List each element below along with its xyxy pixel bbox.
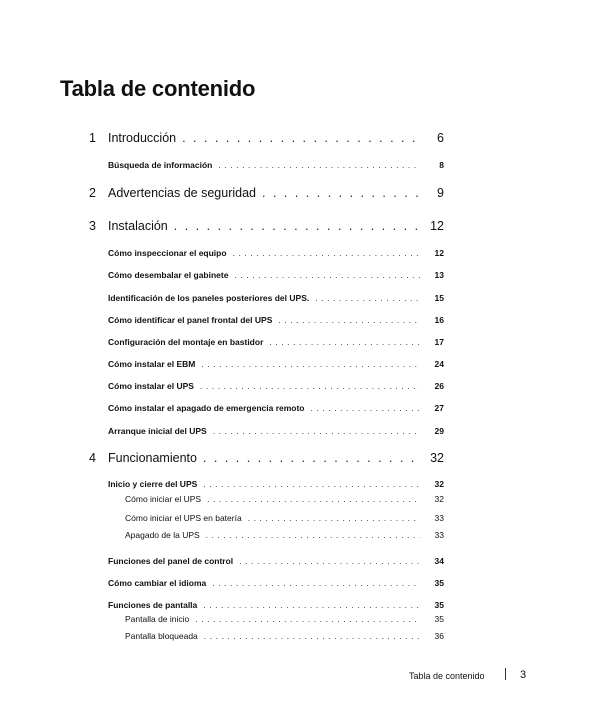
- page-number: 15: [434, 293, 444, 303]
- page-number: 6: [437, 131, 444, 145]
- page-number: 29: [434, 426, 444, 436]
- section-title: Cómo cambiar el idioma: [108, 578, 207, 588]
- dot-leader: [218, 160, 420, 170]
- dot-leader: [203, 600, 420, 610]
- section-title: Cómo inspeccionar el equipo: [108, 248, 227, 258]
- dot-leader: [204, 631, 420, 641]
- subsection-title: Cómo iniciar el UPS: [125, 494, 202, 504]
- section-title: Configuración del montaje en bastidor: [108, 337, 264, 347]
- toc-section[interactable]: [108, 426, 444, 436]
- page-number: 33: [434, 513, 444, 523]
- dot-leader: [203, 451, 418, 465]
- page-number: 27: [434, 403, 444, 413]
- dot-leader: [174, 219, 418, 233]
- toc-section[interactable]: [108, 556, 444, 566]
- dot-leader: [200, 381, 420, 391]
- toc-section[interactable]: [108, 403, 444, 413]
- page-number: 8: [439, 160, 444, 170]
- dot-leader: [207, 494, 420, 504]
- toc-subsection[interactable]: [125, 494, 444, 504]
- dot-leader: [278, 315, 420, 325]
- chapter-number: 1: [89, 131, 96, 145]
- subsection-title: Pantalla de inicio: [125, 614, 190, 624]
- section-title: Funciones de pantalla: [108, 600, 198, 610]
- page-number: 17: [434, 337, 444, 347]
- footer-section-label: Tabla de contenido: [409, 671, 485, 681]
- toc-subsection[interactable]: [125, 614, 444, 624]
- toc-subsection[interactable]: [125, 513, 444, 523]
- dot-leader: [206, 530, 420, 540]
- toc-section[interactable]: [108, 578, 444, 588]
- dot-leader: [203, 479, 420, 489]
- section-title: Funciones del panel de control: [108, 556, 234, 566]
- section-title: Búsqueda de información: [108, 160, 213, 170]
- chapter-number: 4: [89, 451, 96, 465]
- dot-leader: [311, 403, 420, 413]
- page-number: 35: [434, 614, 444, 624]
- toc-section[interactable]: [108, 381, 444, 391]
- page-number: 35: [434, 600, 444, 610]
- toc-section[interactable]: [108, 359, 444, 369]
- dot-leader: [239, 556, 420, 566]
- subsection-title: Apagado de la UPS: [125, 530, 200, 540]
- toc-subsection[interactable]: [125, 530, 444, 540]
- dot-leader: [234, 270, 420, 280]
- toc-subsection[interactable]: [125, 631, 444, 641]
- subsection-title: Pantalla bloqueada: [125, 631, 198, 641]
- toc-chapter[interactable]: [89, 131, 444, 145]
- toc-chapter[interactable]: [89, 451, 444, 465]
- dot-leader: [315, 293, 420, 303]
- section-title: Identificación de los paneles posteriores del UPS.: [108, 293, 310, 303]
- toc-section[interactable]: [108, 293, 444, 303]
- section-title: Inicio y cierre del UPS: [108, 479, 198, 489]
- page-number: 26: [434, 381, 444, 391]
- toc-chapter[interactable]: [89, 219, 444, 233]
- dot-leader: [233, 248, 420, 258]
- page-number: 12: [434, 248, 444, 258]
- toc-section[interactable]: [108, 248, 444, 258]
- dot-leader: [248, 513, 420, 523]
- section-title: Cómo identificar el panel frontal del UPS: [108, 315, 273, 325]
- page-number: 36: [434, 631, 444, 641]
- chapter-title: Introducción: [108, 131, 177, 145]
- page-number: 32: [430, 451, 444, 465]
- chapter-title: Funcionamiento: [108, 451, 197, 465]
- dot-leader: [213, 426, 420, 436]
- toc-section[interactable]: [108, 160, 444, 170]
- dot-leader: [195, 614, 420, 624]
- section-title: Arranque inicial del UPS: [108, 426, 207, 436]
- footer-page-number: 3: [520, 669, 527, 681]
- dot-leader: [201, 359, 420, 369]
- page-title: Tabla de contenido: [60, 76, 256, 101]
- page-number: 13: [434, 270, 444, 280]
- page-number: 12: [430, 219, 444, 233]
- toc-section[interactable]: [108, 315, 444, 325]
- page-number: 32: [434, 479, 444, 489]
- dot-leader: [262, 186, 418, 200]
- chapter-number: 2: [89, 186, 96, 200]
- toc-chapter[interactable]: [89, 186, 444, 200]
- dot-leader: [212, 578, 420, 588]
- section-title: Cómo instalar el UPS: [108, 381, 194, 391]
- toc-section[interactable]: [108, 270, 444, 280]
- toc-section[interactable]: [108, 479, 444, 489]
- section-title: Cómo instalar el EBM: [108, 359, 196, 369]
- page-number: 32: [434, 494, 444, 504]
- footer-divider: [505, 668, 506, 680]
- page-number: 35: [434, 578, 444, 588]
- chapter-title: Advertencias de seguridad: [108, 186, 257, 200]
- toc-section[interactable]: [108, 337, 444, 347]
- page-number: 33: [434, 530, 444, 540]
- chapter-title: Instalación: [108, 219, 168, 233]
- chapter-number: 3: [89, 219, 96, 233]
- page-number: 16: [434, 315, 444, 325]
- section-title: Cómo desembalar el gabinete: [108, 270, 229, 280]
- dot-leader: [269, 337, 420, 347]
- toc-section[interactable]: [108, 600, 444, 610]
- page-number: 34: [434, 556, 444, 566]
- section-title: Cómo instalar el apagado de emergencia remoto: [108, 403, 305, 413]
- page-number: 9: [437, 186, 444, 200]
- dot-leader: [182, 131, 418, 145]
- subsection-title: Cómo iniciar el UPS en batería: [125, 513, 242, 523]
- page-number: 24: [434, 359, 444, 369]
